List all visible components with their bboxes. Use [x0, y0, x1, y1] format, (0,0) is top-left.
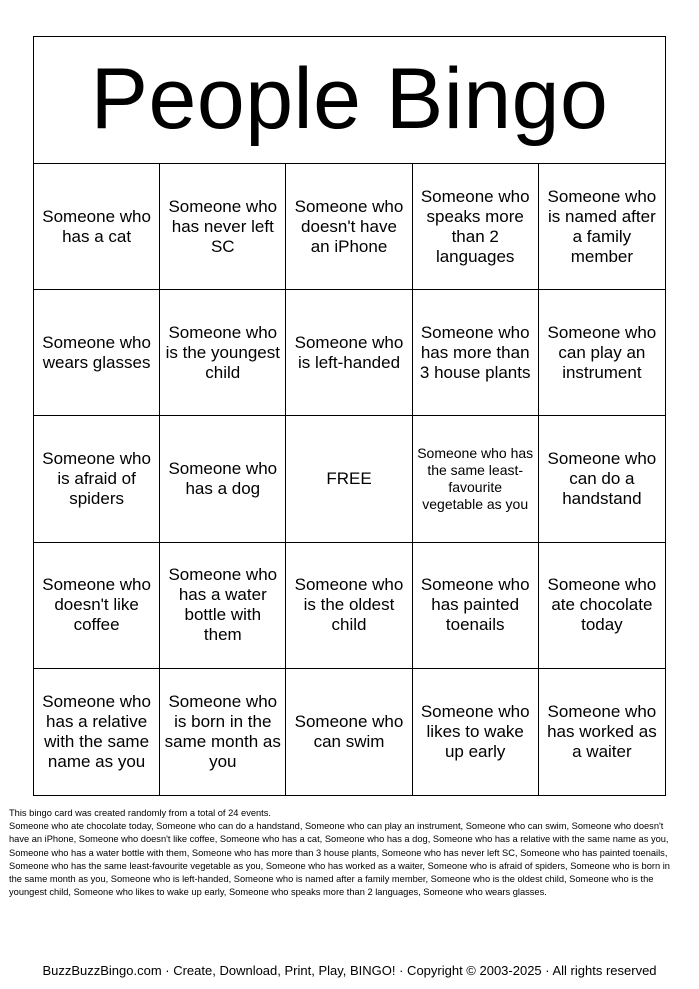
cell-text: Someone who has a water bottle with them — [168, 565, 278, 645]
bingo-cell — [160, 416, 286, 542]
bingo-cell — [34, 416, 160, 542]
cell-text: Someone who has the same least-favourite vegetable as you — [417, 444, 534, 512]
cell-text: Someone who likes to wake up early — [420, 701, 530, 761]
bingo-cell — [160, 290, 286, 416]
bingo-cell — [413, 416, 539, 542]
cell-text: Someone who has worked as a waiter — [547, 701, 657, 761]
bingo-cell — [539, 543, 665, 669]
bingo-cell — [286, 290, 412, 416]
bingo-cell — [34, 290, 160, 416]
site-footer: BuzzBuzzBingo.com · Create, Download, Print, Play, BINGO! · Copyright © 2003-2025 · All rights reserved — [42, 963, 657, 978]
bingo-cell — [413, 290, 539, 416]
bingo-cell — [34, 164, 160, 290]
cell-text: Someone who has a relative with the same name as you — [42, 691, 151, 771]
bingo-cell — [539, 669, 665, 795]
bingo-cell — [413, 543, 539, 669]
cell-text: Someone who has never left SC — [168, 196, 278, 256]
free-cell-text: FREE — [326, 468, 372, 488]
bingo-cell — [413, 669, 539, 795]
bingo-cell — [34, 543, 160, 669]
bingo-cell — [160, 164, 286, 290]
cell-text: Someone who is the oldest child — [294, 575, 404, 635]
cell-text: Someone who speaks more than 2 languages — [420, 186, 530, 266]
event-footnote — [9, 807, 685, 899]
cell-text: Someone who wears glasses — [42, 332, 151, 372]
bingo-card — [33, 36, 666, 796]
cell-text: Someone who doesn't like coffee — [42, 575, 151, 635]
cell-text: Someone who is the youngest child — [165, 322, 280, 382]
bingo-cell — [539, 164, 665, 290]
cell-text: Someone who can play an instrument — [547, 322, 657, 382]
bingo-cell — [413, 164, 539, 290]
cell-text: Someone who is left-handed — [294, 332, 404, 372]
cell-text: Someone who has painted toenails — [420, 575, 530, 635]
bingo-cell — [286, 669, 412, 795]
bingo-cell — [539, 416, 665, 542]
bingo-cell — [539, 290, 665, 416]
footnote-intro: This bingo card was created randomly from a total of 24 events. — [9, 808, 271, 818]
cell-text: Someone who has a dog — [168, 458, 278, 498]
free-cell — [286, 416, 412, 542]
footnote-events: Someone who ate chocolate today, Someone who can do a handstand, Someone who can play an instrument, Someone who can swim, Someone who doesn't have an iPhone, Someone who doesn't like coffee, Someone who has a cat, Someone who has a dog, Someone who has a relative with the same name as you, Someone who has a water bottle with them, Someone who has more than 3 house plants, Someone who has never left SC, Someone who has painted toenails, Someone who has the same least-favourite vegetable as you, Someone who has worked as a waiter, Someone who is afraid of spiders, Someone who is born in the same month as you, Someone who is left-handed, Someone who is named after a family member, Someone who is the oldest child, Someone who is the youngest child, Someone who likes to wake up early, Someone who speaks more than 2 languages, Someone who wears glasses. — [9, 821, 670, 898]
bingo-cell — [286, 543, 412, 669]
bingo-cell — [34, 669, 160, 795]
cell-text: Someone who doesn't have an iPhone — [294, 196, 404, 256]
cell-text: Someone who is born in the same month as you — [164, 691, 281, 771]
cell-text: Someone who has more than 3 house plants — [419, 322, 531, 382]
bingo-cell — [286, 164, 412, 290]
bingo-cell — [160, 543, 286, 669]
cell-text: Someone who ate chocolate today — [547, 575, 657, 635]
cell-text: Someone who can do a handstand — [547, 448, 657, 508]
cell-text: Someone who is afraid of spiders — [42, 448, 151, 508]
title-row — [34, 37, 665, 164]
bingo-grid — [34, 164, 665, 795]
cell-text: Someone who can swim — [294, 711, 404, 751]
bingo-cell — [160, 669, 286, 795]
cell-text: Someone who is named after a family member — [547, 186, 657, 266]
card-title: People Bingo — [90, 51, 609, 147]
cell-text: Someone who has a cat — [42, 206, 151, 246]
